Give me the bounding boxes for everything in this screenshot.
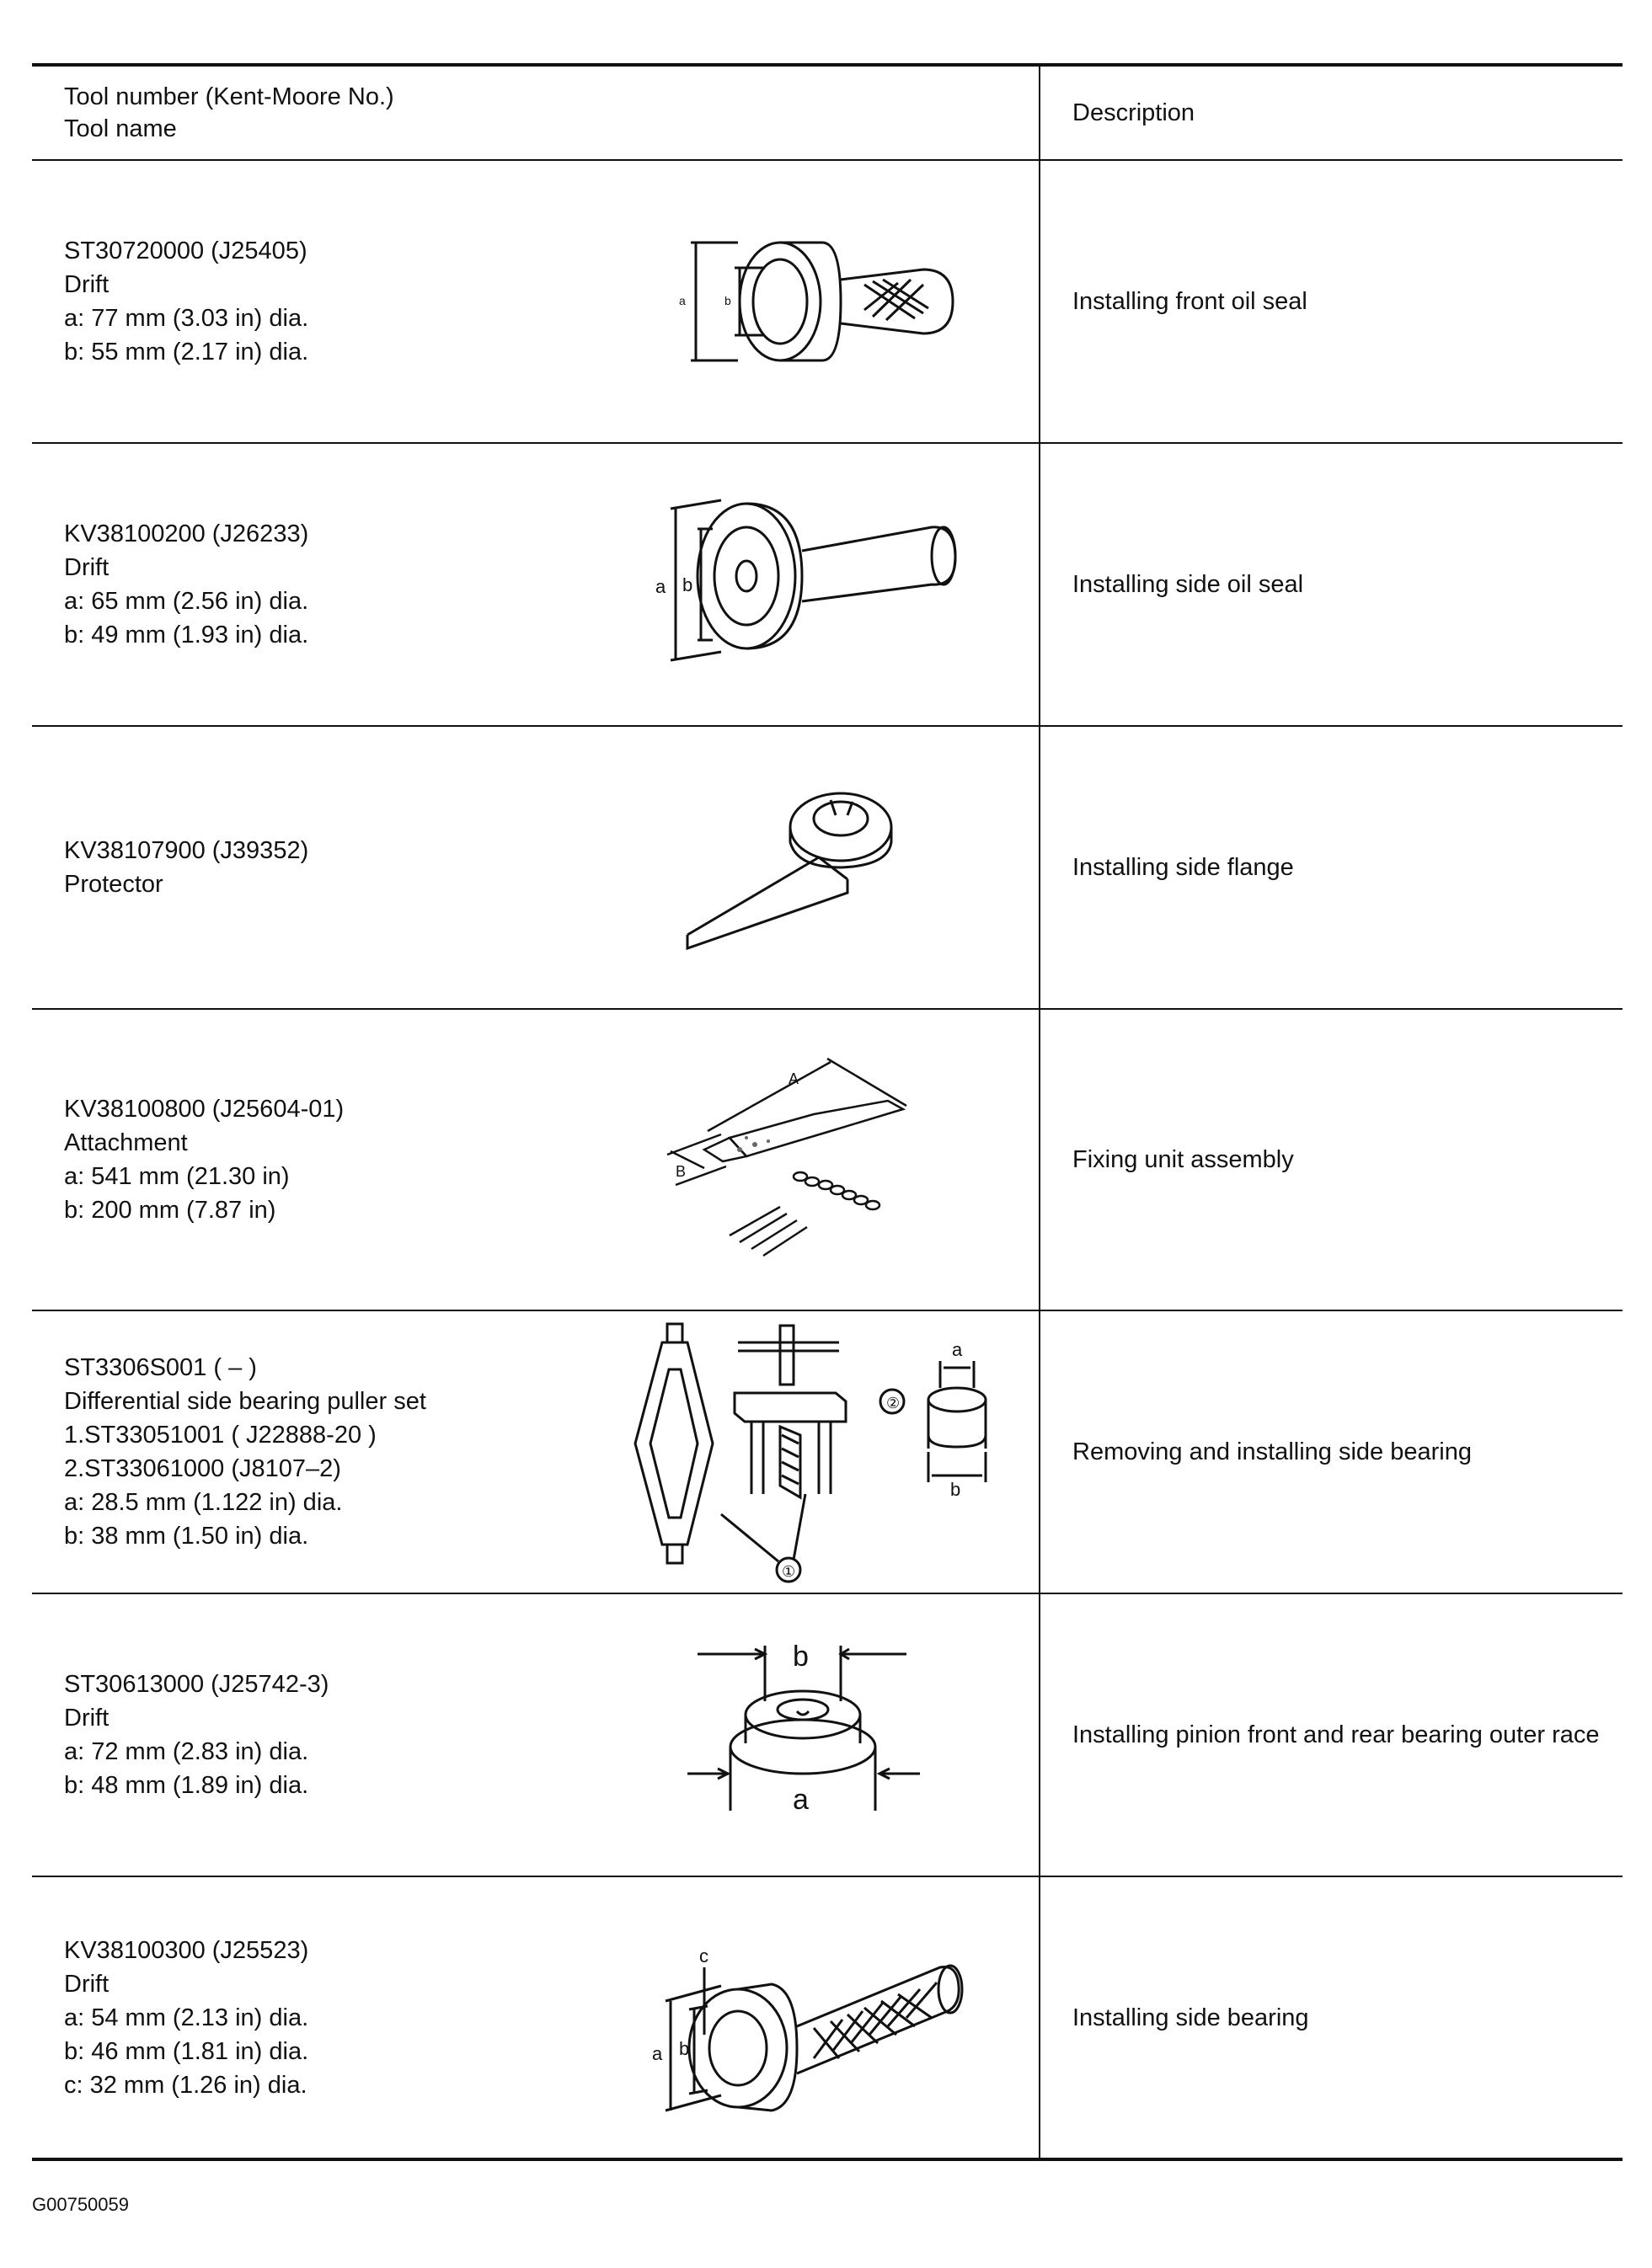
- drift-tool-illustration: [588, 517, 1040, 652]
- drift-tool-illustration: [588, 1641, 1040, 1816]
- tool-description: Removing and installing side bearing: [1040, 1310, 1623, 1593]
- tool-description: Installing front oil seal: [1040, 160, 1623, 443]
- tool-cell: [32, 726, 1040, 1009]
- tool-description: Installing side bearing: [1040, 1876, 1623, 2159]
- special-tools-table: [32, 63, 1623, 2161]
- tool-dimension: a: 54 mm (2.13 in) dia.: [64, 2004, 309, 2031]
- tool-info: [32, 1668, 603, 1802]
- tool-dimension: a: 77 mm (3.03 in) dia.: [64, 305, 309, 332]
- tool-info: [32, 234, 603, 369]
- tool-dimension: a: 65 mm (2.56 in) dia.: [64, 588, 309, 615]
- dimension-label-a: a: [655, 576, 666, 597]
- tool-number: ST30613000 (J25742-3): [64, 1671, 329, 1698]
- tool-dimension: c: 32 mm (1.26 in) dia.: [64, 2071, 307, 2099]
- dimension-label-b: b: [950, 1479, 961, 1500]
- description-column-header: Description: [1040, 65, 1623, 160]
- table-row: [32, 1593, 1623, 1876]
- tool-description: Installing pinion front and rear bearing outer race: [1040, 1593, 1623, 1876]
- tool-number: KV38107900 (J39352): [64, 837, 309, 864]
- tool-column-header: [32, 65, 1040, 160]
- tool-name: Protector: [64, 871, 163, 898]
- dimension-label-b: b: [724, 294, 731, 307]
- tool-description: Installing side flange: [1040, 726, 1623, 1009]
- dimension-label-b: b: [682, 574, 693, 595]
- tool-cell: [32, 1876, 1040, 2159]
- tool-info: [32, 1092, 603, 1227]
- tool-dimension: b: 200 mm (7.87 in): [64, 1197, 276, 1224]
- dimension-label-b: b: [679, 2037, 690, 2059]
- tool-description: Fixing unit assembly: [1040, 1009, 1623, 1310]
- dimension-label-a: a: [652, 2042, 663, 2064]
- tool-name: Drift: [64, 271, 110, 298]
- dimension-label-c: c: [699, 1945, 708, 1966]
- tool-dimension: a: 28.5 mm (1.122 in) dia.: [64, 1489, 343, 1516]
- tool-info: [32, 1934, 603, 2102]
- drift-tool-illustration: [588, 234, 1040, 369]
- tool-name-header: Tool name: [64, 115, 177, 142]
- tool-name: Differential side bearing puller set: [64, 1388, 426, 1415]
- tool-number: KV38100800 (J25604-01): [64, 1096, 345, 1123]
- dimension-label-a: a: [679, 294, 686, 307]
- tool-cell: [32, 1009, 1040, 1310]
- tool-dimension: b: 46 mm (1.81 in) dia.: [64, 2037, 309, 2065]
- table-header-row: [32, 65, 1623, 160]
- protector-tool-illustration: [588, 834, 1040, 901]
- tool-dimension: a: 541 mm (21.30 in): [64, 1163, 290, 1190]
- dimension-label-a: a: [793, 1784, 809, 1816]
- dimension-label-b: b: [793, 1641, 809, 1673]
- tool-description: Installing side oil seal: [1040, 443, 1623, 726]
- tool-cell: [32, 1593, 1040, 1876]
- tool-dimension: b: 48 mm (1.89 in) dia.: [64, 1772, 309, 1799]
- tool-name: Drift: [64, 1705, 110, 1732]
- tool-name: Drift: [64, 554, 110, 581]
- tool-part: 2.ST33061000 (J8107–2): [64, 1455, 341, 1482]
- drift-tool-illustration: [588, 1934, 1040, 2102]
- tool-number: KV38100200 (J26233): [64, 520, 309, 547]
- table-row: [32, 160, 1623, 443]
- tool-dimension: b: 38 mm (1.50 in) dia.: [64, 1523, 309, 1550]
- tool-number-header: Tool number (Kent-Moore No.): [64, 83, 394, 110]
- table-row: [32, 1876, 1623, 2159]
- table-row: [32, 1009, 1623, 1310]
- tool-name: Drift: [64, 1970, 110, 1998]
- tool-number: ST30720000 (J25405): [64, 237, 307, 264]
- table-row: [32, 1310, 1623, 1593]
- dimension-label-a: A: [789, 1070, 799, 1087]
- tool-info: [32, 517, 603, 652]
- callout-1: ①: [782, 1563, 796, 1580]
- dimension-label-b: B: [676, 1163, 687, 1180]
- special-tools-sheet: [32, 63, 1623, 2161]
- tool-dimension: a: 72 mm (2.83 in) dia.: [64, 1738, 309, 1765]
- tool-number: ST3306S001 ( – ): [64, 1354, 257, 1381]
- dimension-label-a: a: [952, 1339, 963, 1360]
- table-row: [32, 443, 1623, 726]
- attachment-tool-illustration: [588, 1070, 1040, 1227]
- tool-dimension: b: 49 mm (1.93 in) dia.: [64, 622, 309, 648]
- tool-name: Attachment: [64, 1129, 188, 1156]
- tool-cell: [32, 160, 1040, 443]
- tool-info: [32, 1351, 603, 1553]
- tool-number: KV38100300 (J25523): [64, 1936, 309, 1964]
- bearing-puller-set-illustration: [588, 1339, 1040, 1580]
- table-row: [32, 726, 1623, 1009]
- tool-info: [32, 834, 603, 901]
- tool-cell: [32, 1310, 1040, 1593]
- tool-dimension: b: 55 mm (2.17 in) dia.: [64, 339, 309, 366]
- tool-cell: [32, 443, 1040, 726]
- figure-code: G00750059: [32, 2194, 129, 2215]
- tool-part: 1.ST33051001 ( J22888-20 ): [64, 1422, 377, 1449]
- callout-2: ②: [886, 1395, 901, 1411]
